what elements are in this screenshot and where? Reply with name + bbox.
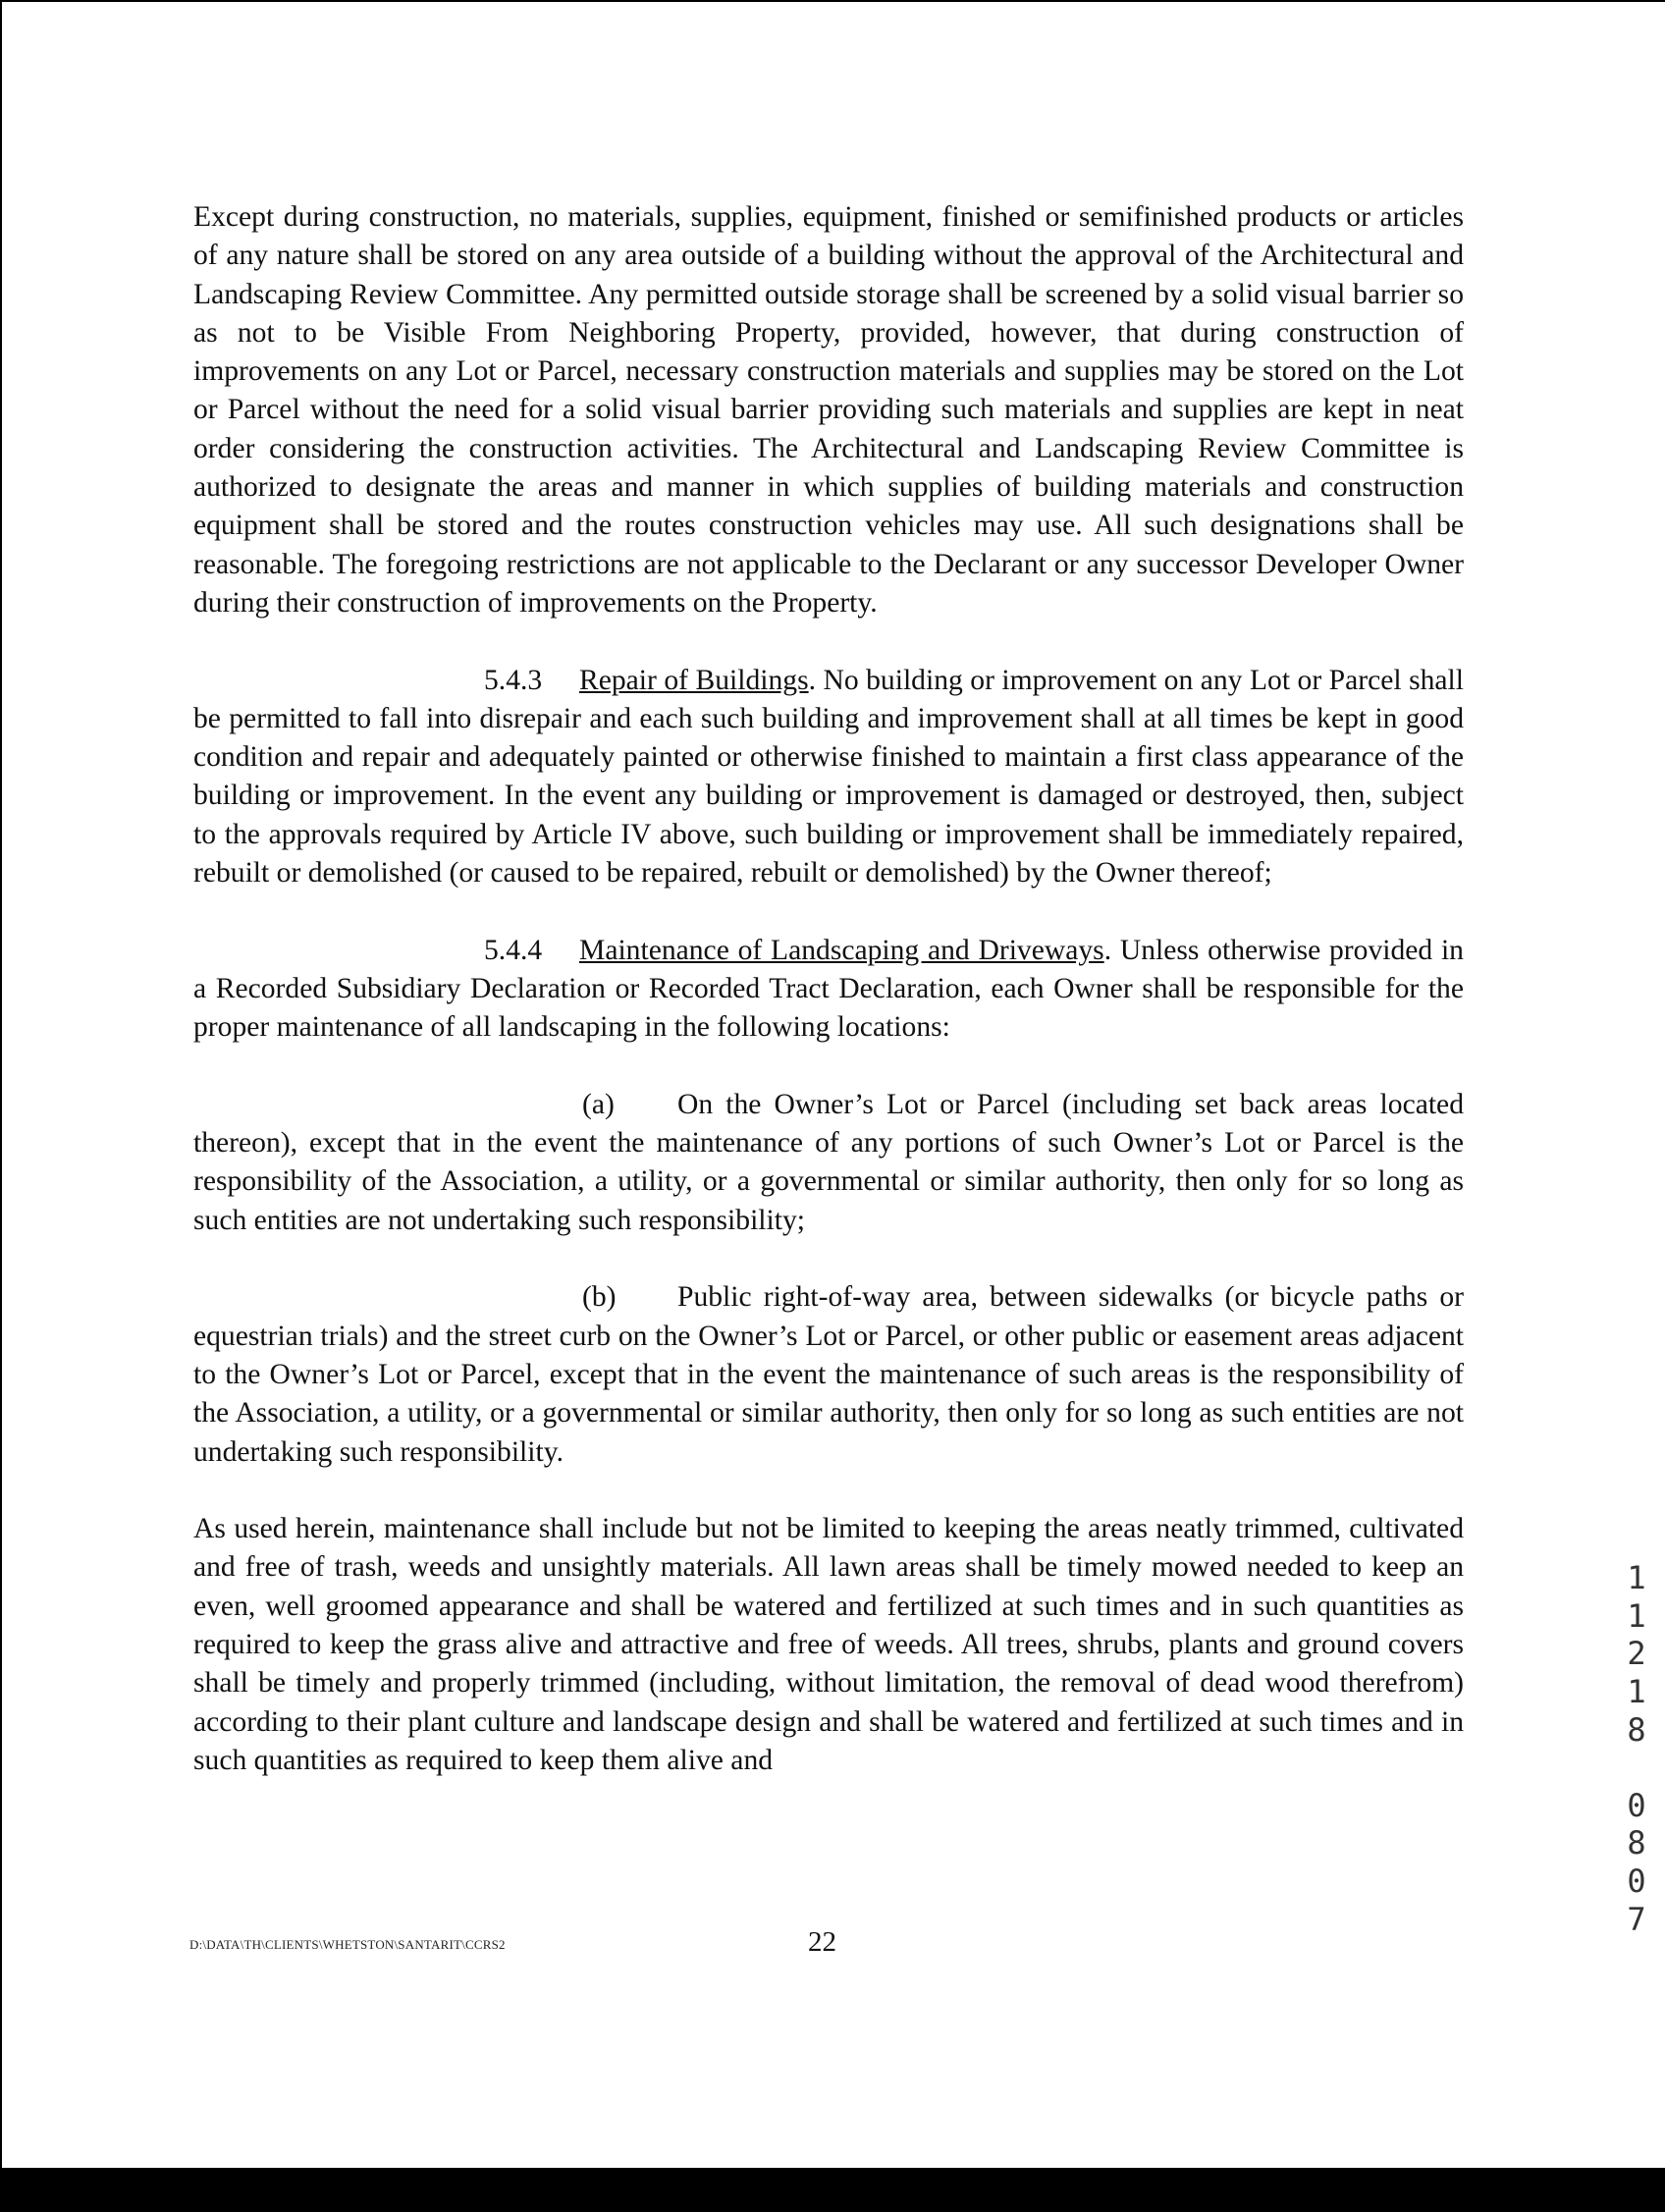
body-text xyxy=(193,198,1464,1780)
scan-border-bottom xyxy=(0,2168,1665,2212)
stamp-digit: 2 xyxy=(1627,1635,1646,1673)
section-number: 5.4.4 xyxy=(484,934,543,966)
section-5-4-3 xyxy=(193,662,1464,893)
section-number: 5.4.3 xyxy=(484,664,543,696)
subsection-text: Public right-of-way area, between sidewalks (or bicycle paths or equestrian trials) and the street curb on the Owner’s Lot or Parcel, or other public or easement areas adjacent to the Owner’s Lot or Parcel, except that in the event the maintenance of such areas is the responsibility of the Association, a utility, or a governmental or similar authority, then only for so long as such entities are not undertaking such responsibility. xyxy=(193,1281,1464,1468)
scan-border-top xyxy=(0,0,1665,2)
paragraph-gap xyxy=(193,1048,1464,1086)
stamp-gap xyxy=(1622,1750,1651,1787)
paragraph-gap xyxy=(193,1240,1464,1278)
stamp-digit: 8 xyxy=(1627,1710,1646,1749)
stamp-digit: 8 xyxy=(1627,1824,1646,1862)
subsection-b xyxy=(193,1278,1464,1471)
stamp-digit: 1 xyxy=(1627,1559,1646,1596)
stamp-digit: 1 xyxy=(1627,1673,1646,1711)
stamp-digit: 0 xyxy=(1627,1786,1646,1824)
section-title: Repair of Buildings xyxy=(579,664,809,696)
side-stamp-number xyxy=(1622,1559,1651,1938)
section-5-4-4 xyxy=(193,932,1464,1048)
footer-file-path: D:\DATA\TH\CLIENTS\WHETSTON\SANTARIT\CCRS2 xyxy=(189,1937,506,1952)
scan-border-left xyxy=(0,0,2,2212)
stamp-digit: 7 xyxy=(1627,1900,1646,1938)
section-text: . Unless otherwise provided in a Recorded Subsidiary Declaration or Recorded Tract Declaration, each Owner shall be responsible for the proper maintenance of all landscaping in the following locations: xyxy=(193,934,1464,1044)
page-number: 22 xyxy=(808,1926,836,1958)
stamp-digit: 0 xyxy=(1627,1861,1646,1900)
subsection-label: (a) xyxy=(582,1088,615,1120)
section-text: . No building or improvement on any Lot or Parcel shall be permitted to fall into disrepair and each such building and improvement shall at all times be kept in good condition and repair and adequately painted or otherwise finished to maintain a first class appearance of the building or improvement. In the event any building or improvement is damaged or destroyed, then, subject to the approvals required by Article IV above, such building or improvement shall be immediately repaired, rebuilt or demolished (or caused to be repaired, rebuilt or demolished) by the Owner thereof; xyxy=(193,664,1464,890)
subsection-a xyxy=(193,1086,1464,1240)
paragraph-outside-storage: Except during construction, no materials, supplies, equipment, finished or semifinished products or articles of any nature shall be stored on any area outside of a building without the approval of the Architectural and Landscaping Review Committee. Any permitted outside storage shall be screened by a solid visual barrier so as not to be Visible From Neighboring Property, provided, however, that during construction of improvements on any Lot or Parcel, necessary construction materials and supplies may be stored on the Lot or Parcel without the need for a solid visual barrier providing such materials and supplies are kept in neat order considering the construction activities. The Architectural and Landscaping Review Committee is authorized to designate the areas and manner in which supplies of building materials and construction equipment shall be stored and the routes construction vehicles may use. All such designations shall be reasonable. The foregoing restrictions are not applicable to the Declarant or any successor Developer Owner during their construction of improvements on the Property. xyxy=(193,201,1464,619)
stamp-digit: 1 xyxy=(1627,1596,1646,1635)
paragraph-gap xyxy=(193,1472,1464,1510)
paragraph-maintenance-definition: As used herein, maintenance shall include but not be limited to keeping the areas neatly trimmed, cultivated and free of trash, weeds and unsightly materials. All lawn areas shall be timely mowed needed to keep an even, well groomed appearance and shall be watered and fertilized at such times and in such quantities as required to keep the grass alive and attractive and free of weeds. All trees, shrubs, plants and ground covers shall be timely and properly trimmed (including, without limitation, the removal of dead wood therefrom) according to their plant culture and landscape design and shall be watered and fertilized at such times and in such quantities as required to keep them alive and xyxy=(193,1513,1464,1776)
paragraph-gap xyxy=(193,622,1464,661)
subsection-label: (b) xyxy=(582,1281,617,1314)
subsection-text: On the Owner’s Lot or Parcel (including set back areas located thereon), except that in the event the maintenance of any portions of such Owner’s Lot or Parcel is the responsibility of the Association, a utility, or a governmental or similar authority, then only for so long as such entities are not undertaking such responsibility; xyxy=(193,1088,1464,1236)
section-title: Maintenance of Landscaping and Driveways xyxy=(579,934,1104,966)
paragraph-gap xyxy=(193,892,1464,931)
